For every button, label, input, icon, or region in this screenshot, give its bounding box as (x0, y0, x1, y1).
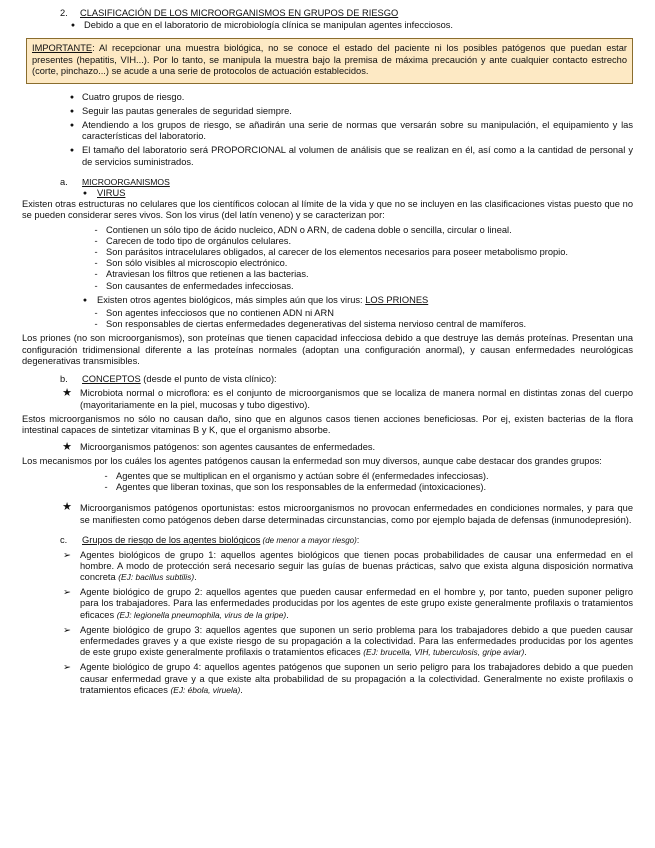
subsection-title: MICROORGANISMOS (82, 176, 170, 187)
subsection-heading (60, 374, 633, 385)
prion-title: LOS PRIONES (365, 294, 429, 305)
bullet-icon: ● (69, 147, 75, 155)
subsection-heading (60, 177, 633, 188)
intro-bullet-text: Seguir las pautas generales de seguridad siempre. (82, 105, 292, 116)
bullet-icon: ● (69, 93, 75, 101)
risk-group-example: (EJ: legionella pneumophila, virus de la gripe) (116, 609, 287, 620)
arrow-icon: ➢ (63, 587, 71, 599)
list-item (86, 281, 633, 292)
opportunists-definition: Microorganismos patógenos oportunistas: estos microorganismos no provocan enfermedades en condiciones normales, y para que se manifiesten como patógenos deben darse determinadas circunstancias, como por ejemplo bajada de defensas (inmunodepresión). (80, 502, 633, 526)
bullet-icon: ● (70, 22, 76, 30)
intro-bullet-text: Cuatro grupos de riesgo. (82, 91, 185, 102)
dash-marker: - (104, 481, 108, 492)
list-item-text: Son sólo visibles al microscopio electrónico. (106, 258, 288, 269)
list-item (62, 120, 633, 142)
dash-marker: - (94, 280, 98, 291)
list-item-text: Son parásitos intracelulares obligados, al carecer de los elementos necesarios para poseer metabolismo propio. (106, 247, 568, 258)
risk-group-text (80, 625, 633, 659)
subsection-title (82, 374, 277, 385)
list-item-text: Son agentes infecciosos que no contienen ADN ni ARN (106, 308, 334, 319)
dash-marker: - (104, 470, 108, 481)
dash-marker: - (94, 235, 98, 246)
bullet-icon: ● (82, 190, 88, 198)
list-item (96, 471, 633, 482)
dash-marker: - (94, 258, 98, 269)
subsection-title (82, 535, 359, 546)
list-item (62, 92, 633, 103)
star-icon: ★ (62, 387, 72, 400)
intro-bullet-text: El tamaño del laboratorio será PROPORCIONAL al volumen de análisis que se realizan en él, así como a la cantidad de personal y de servicios suministrados. (82, 145, 633, 167)
conceptos-title: CONCEPTOS (82, 374, 141, 385)
risk-group-text (80, 662, 633, 696)
prion-characteristics (86, 308, 633, 330)
virus-title: VIRUS (97, 188, 126, 199)
section-number: 2. (60, 8, 68, 18)
conceptos-suffix: (desde el punto de vista clínico): (140, 374, 277, 385)
list-item (86, 269, 633, 280)
list-item-text: Son responsables de ciertas enfermedades degenerativas del sistema nervioso central de mamíferos. (106, 319, 527, 330)
list-item (96, 482, 633, 493)
intro-bullet-text: Atendiendo a los grupos de riesgo, se añadirán una serie de normas que versarán sobre su manipulación, el equipamiento y las características del laboratorio. (82, 120, 633, 142)
dash-marker: - (94, 308, 98, 319)
bullet-icon: ● (69, 122, 75, 130)
list-item (77, 295, 633, 306)
arrow-icon: ➢ (63, 549, 71, 561)
section-bullet: Debido a que en el laboratorio de microbiología clínica se manipulan agentes infecciosos. (84, 20, 454, 31)
important-notice (26, 38, 633, 83)
list-item-text: Carecen de todo tipo de orgánulos celulares. (106, 235, 292, 246)
prion-intro-text: Existen otros agentes biológicos, más simples aún que los virus: (97, 294, 366, 305)
dash-marker: - (94, 319, 98, 330)
prion-paragraph: Los priones (no son microorganismos), son proteínas que tienen capacidad infecciosa debido a que destruye las demás proteínas. Presentan una configuración tridimensional diferente a las proteínas normales (adoptan una configuración anormal), y causan enfermedades neurológicas degenerativas transmisibles. (22, 333, 633, 366)
risk-group-description: Agente biológico de grupo 3: aquellos agentes que suponen un serio problema para los trabajadores debido a que pueden causar enfermedades graves y a que existe riesgo de su propagación a la colectividad. Para las enfermedades producidas por los agentes de este grupo existe generalmente profilaxis o tratamientos eficaces (80, 624, 633, 658)
risk-group-example: (EJ: brucella, VIH, tuberculosis, gripe aviar) (363, 647, 525, 658)
list-item (58, 502, 633, 526)
risk-groups-title: Grupos de riesgo de los agentes biológicos (82, 535, 261, 546)
list-item (86, 308, 633, 319)
risk-group-text (80, 587, 633, 621)
star-icon: ★ (62, 441, 72, 454)
virus-characteristics (86, 225, 633, 292)
list-item (58, 442, 633, 453)
list-item (86, 319, 633, 330)
list-item (86, 225, 633, 236)
pathogen-groups (96, 471, 633, 493)
risk-group-description: Agentes biológicos de grupo 1: aquellos agentes biológicos que tienen pocas probabilidades de causar una enfermedad en el hombre. A modo de protección será necesario seguir las guías de buenas prácticas, salvo que exista alguna disposición normativa concreta (80, 549, 633, 582)
list-item-text: Son causantes de enfermedades infecciosas. (106, 280, 294, 291)
list-item-text: Contienen un sólo tipo de ácido nucleico, ADN o ARN, de cadena doble o sencilla, circular o lineal. (106, 224, 512, 235)
risk-group-end: . (524, 647, 527, 658)
arrow-icon: ➢ (63, 624, 71, 636)
star-icon: ★ (62, 500, 72, 513)
prion-intro (97, 295, 428, 306)
list-item (62, 145, 633, 167)
list-item (62, 106, 633, 117)
risk-groups-note: (de menor a mayor riesgo) (260, 536, 357, 546)
list-item (86, 258, 633, 269)
risk-groups-colon: : (356, 535, 360, 546)
subsection-letter: a. (60, 176, 68, 187)
risk-groups (58, 550, 633, 696)
list-item (58, 662, 633, 696)
risk-group-example: (EJ: ébola, viruela) (170, 684, 241, 695)
subsection-heading (60, 535, 633, 546)
risk-group-end: . (286, 609, 289, 620)
list-item-text: Atraviesan los filtros que retienen a las bacterias. (106, 269, 309, 280)
risk-group-description: Agente biológico de grupo 2: aquellos agentes que pueden causar enfermedad en el hombre y, por tanto, pueden suponer peligro para los trabajadores. Para las enfermedades producidas por los agentes de este grupo existe generalmente profilaxis o tratamientos eficaces (80, 587, 633, 620)
list-item-text: Agentes que liberan toxinas, que son los responsables de la enfermedad (intoxicaciones). (116, 481, 487, 492)
list-item-text: Agentes que se multiplican en el organismo y actúan sobre él (enfermedades infecciosas). (116, 470, 489, 481)
bullet-icon: ● (82, 296, 88, 304)
risk-group-end: . (194, 571, 197, 582)
dash-marker: - (94, 269, 98, 280)
intro-bullets (62, 92, 633, 168)
dash-marker: - (94, 247, 98, 258)
microbiota-definition: Microbiota normal o microflora: es el conjunto de microorganismos que se localiza de manera normal en distintas zonas del cuerpo (mayoritariamente en la piel, mucosas y tubo digestivo). (80, 388, 633, 410)
section-heading (60, 8, 633, 19)
pathogens-paragraph: Los mecanismos por los cuáles los agentes patógenos causan la enfermedad son muy diversos, aunque cabe destacar dos grandes grupos: (22, 456, 602, 467)
risk-group-description: Agente biológico de grupo 4: aquellos agentes patógenos que suponen un serio peligro para los trabajadores debido a que pueden causar enfermedad grave y a que existe alta probabilidad de su propagación a la colectividad. Generalmente no existe profilaxis o tratamientos eficaces (80, 662, 633, 695)
list-item (58, 625, 633, 659)
important-label: IMPORTANTE (32, 43, 93, 54)
list-item (77, 188, 633, 199)
arrow-icon: ➢ (63, 662, 71, 674)
dash-marker: - (94, 224, 98, 235)
list-item (58, 587, 633, 621)
bullet-icon: ● (69, 107, 75, 115)
subsection-letter: b. (60, 374, 68, 385)
virus-paragraph: Existen otras estructuras no celulares que los científicos colocan al límite de la vida y que no se incluyen en las clasificaciones vistas puesto que no se pueden considerar seres vivos. Son los virus (del latín veneno) y se caracterizan por: (22, 199, 633, 221)
risk-group-example: (EJ: bacillus subtilis) (118, 571, 195, 582)
risk-group-text (80, 550, 633, 584)
list-item (86, 247, 633, 258)
risk-group-end: . (240, 684, 243, 695)
list-item (62, 20, 633, 31)
list-item (58, 388, 633, 410)
important-text: : Al recepcionar una muestra biológica, no se conoce el estado del paciente ni los posibles patógenos que puedan estar presentes (hepatitis, VIH...). Por lo tanto, se manipula la muestra bajo la premisa de máxima precaución y ante cualquier contacto estrecho (corte, pinchazo...) se acude a una serie de protocolos de actuación establecidos. (32, 43, 627, 77)
microbiota-paragraph: Estos microorganismos no sólo no causan daño, sino que en algunos casos tienen acciones beneficiosas. Por ej, existen bacterias de la flora intestinal capaces de sintetizar vitaminas B y K, que el organismo absorbe. (22, 413, 633, 435)
section-title: CLASIFICACIÓN DE LOS MICROORGANISMOS EN GRUPOS DE RIESGO (80, 8, 399, 18)
list-item (86, 236, 633, 247)
list-item (58, 550, 633, 584)
subsection-letter: c. (60, 535, 68, 546)
pathogens-definition: Microorganismos patógenos: son agentes causantes de enfermedades. (80, 442, 376, 453)
